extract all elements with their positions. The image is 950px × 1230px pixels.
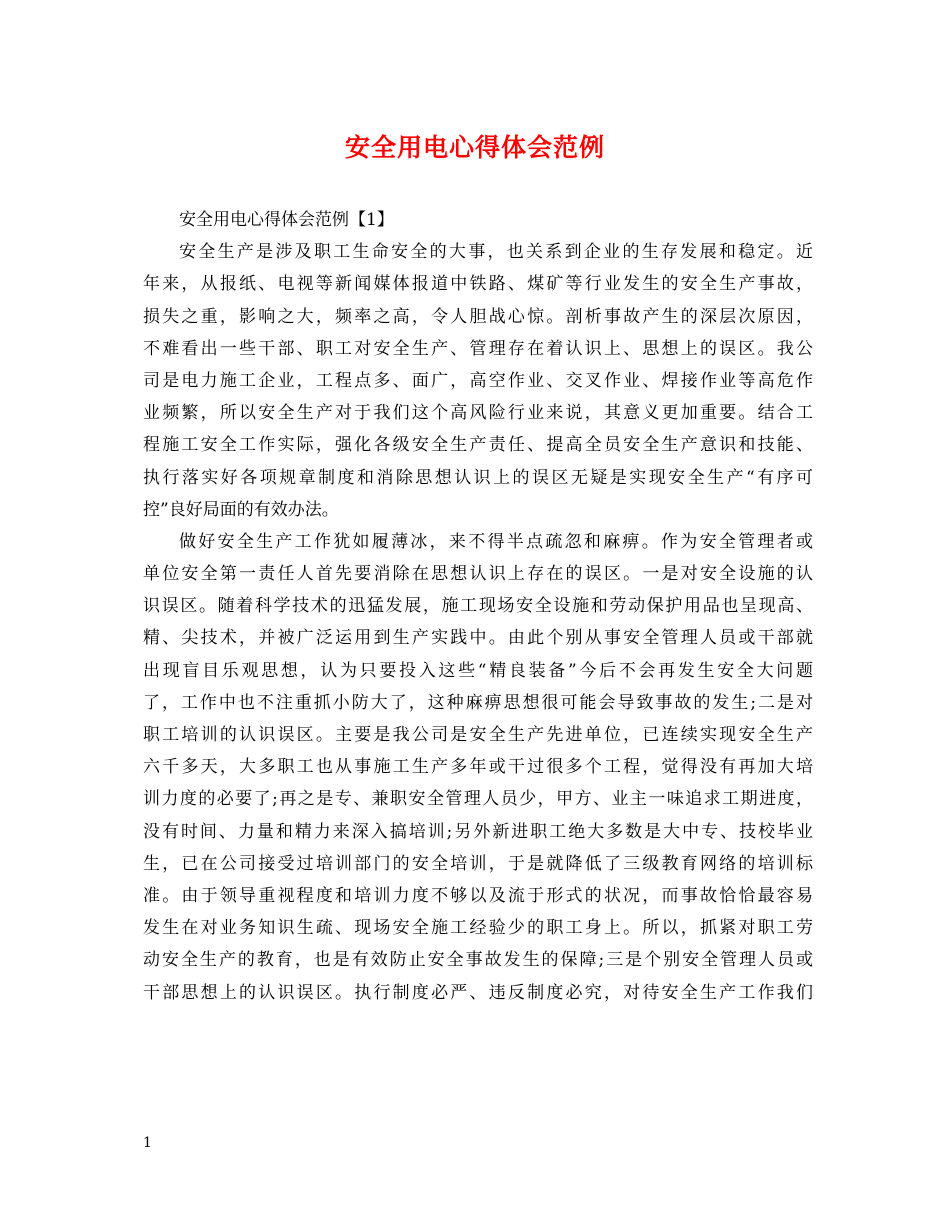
- body-text-line: 识误区。随着科学技术的迅猛发展，施工现场安全设施和劳动保护用品也呈现高、: [143, 596, 813, 617]
- body-text-line: 没有时间、力量和精力来深入搞培训;另外新进职工绝大多数是大中专、技校毕业: [143, 821, 813, 842]
- body-text-line: 安全用电心得体会范例【1】: [179, 210, 394, 230]
- body-text-line: 动安全生产的教育，也是有效防止安全事故发生的保障;三是个别安全管理人员或: [143, 950, 813, 971]
- body-text-line: 程施工安全工作实际，强化各级安全生产责任、提高全员安全生产意识和技能、: [143, 435, 813, 456]
- body-text-line: 精、尖技术，并被广泛运用到生产实践中。由此个别从事安全管理人员或干部就: [143, 628, 813, 649]
- body-text-line: 不难看出一些干部、职工对安全生产、管理存在着认识上、思想上的误区。我公: [143, 338, 813, 359]
- body-text-line: 职工培训的认识误区。主要是我公司是安全生产先进单位，已连续实现安全生产: [143, 725, 813, 745]
- body-text-line: 控”良好局面的有效办法。: [143, 499, 339, 520]
- body-text-line: 准。由于领导重视程度和培训力度不够以及流于形式的状况，而事故恰恰最容易: [143, 885, 813, 906]
- body-text-line: 损失之重，影响之大，频率之高，令人胆战心惊。剖析事故产生的深层次原因，: [143, 306, 813, 327]
- body-text-line: 业频繁，所以安全生产对于我们这个高风险行业来说，其意义更加重要。结合工: [143, 403, 813, 424]
- document-body: [143, 204, 813, 1009]
- body-text-line: 单位安全第一责任人首先要消除在思想认识上存在的误区。一是对安全设施的认: [143, 564, 813, 585]
- body-text-line: 生，已在公司接受过培训部门的安全培训，于是就降低了三级教育网络的培训标: [143, 853, 813, 874]
- body-text-line: 了，工作中也不注重抓小防大了，这种麻痹思想很可能会导致事故的发生;二是对: [143, 692, 813, 713]
- body-text-line: 年来，从报纸、电视等新闻媒体报道中铁路、煤矿等行业发生的安全生产事故，: [143, 274, 813, 295]
- document-title: 安全用电心得体会范例: [344, 133, 605, 162]
- body-text-line: 做好安全生产工作犹如履薄冰，来不得半点疏忽和麻痹。作为安全管理者或: [179, 531, 813, 552]
- body-text-line: 干部思想上的认识误区。执行制度必严、违反制度必究，对待安全生产工作我们: [143, 982, 813, 1003]
- body-text-line: 安全生产是涉及职工生命安全的大事，也关系到企业的生存发展和稳定。近: [179, 242, 813, 263]
- body-text-line: 六千多天，大多职工也从事施工生产多年或干过很多个工程，觉得没有再加大培: [143, 757, 813, 778]
- body-text-line: 出现盲目乐观思想，认为只要投入这些“精良装备”今后不会再发生安全大问题: [143, 660, 813, 681]
- body-text-line: 执行落实好各项规章制度和消除思想认识上的误区无疑是实现安全生产“有序可: [143, 467, 813, 488]
- body-text-line: 司是电力施工企业，工程点多、面广，高空作业、交叉作业、焊接作业等高危作: [143, 370, 813, 391]
- page-number: 1: [143, 1135, 152, 1151]
- body-text-line: 训力度的必要了;再之是专、兼职安全管理人员少，甲方、业主一味追求工期进度，: [143, 789, 813, 810]
- body-text-line: 发生在对业务知识生疏、现场安全施工经验少的职工身上。所以，抓紧对职工劳: [143, 918, 813, 939]
